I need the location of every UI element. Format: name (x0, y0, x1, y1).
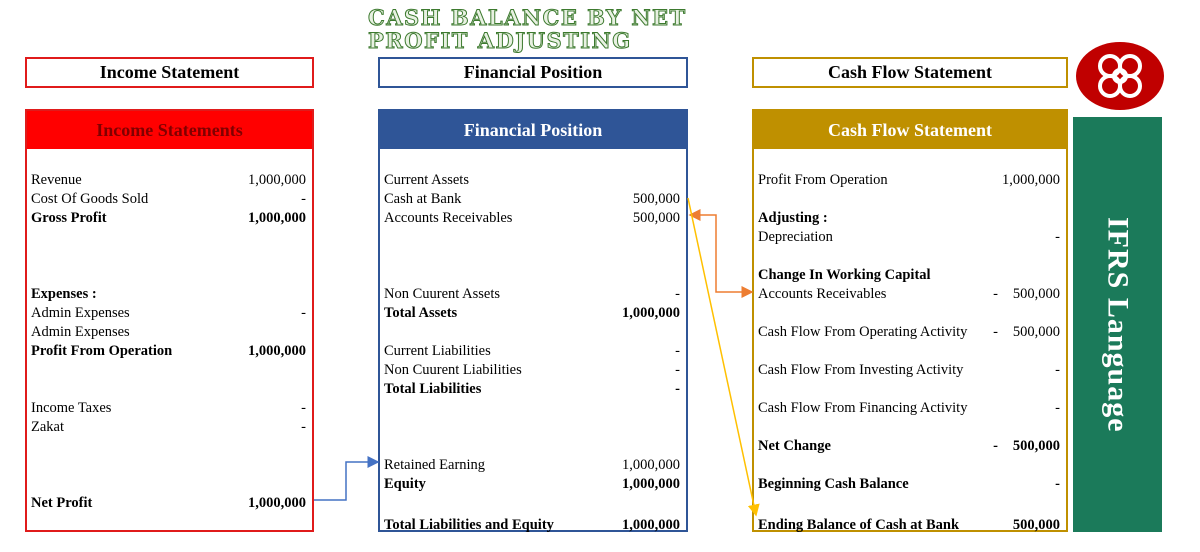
income-row (31, 323, 306, 341)
row-value: 500,000 (1012, 324, 1060, 340)
financial-position-panel (378, 109, 688, 532)
cash-flow-row (758, 228, 1060, 246)
row-label: Zakat (31, 419, 65, 435)
income-row (31, 494, 306, 512)
row-value: 1,000,000 (248, 495, 306, 511)
row-value: 1,000,000 (622, 305, 680, 321)
row-value: 500,000 (1012, 286, 1060, 302)
row-label: Cash Flow From Investing Activity (758, 362, 964, 378)
cash-flow-row (758, 475, 1060, 493)
row-value: 500,000 (632, 210, 680, 226)
financial-row (384, 342, 680, 360)
row-label: Accounts Receivables (384, 210, 513, 226)
income-row (31, 342, 306, 360)
row-label: Beginning Cash Balance (758, 476, 909, 492)
cash-flow-row (758, 266, 1060, 284)
row-label: Total Liabilities (384, 381, 482, 397)
ifrs-language-text: IFRS Language (1101, 216, 1135, 433)
financial-row (384, 361, 680, 379)
financial-position-title: Financial Position (380, 111, 686, 149)
interlocking-rings-logo-icon (1074, 40, 1166, 112)
row-sign: - (993, 286, 998, 302)
financial-row (384, 456, 680, 474)
income-row (31, 171, 306, 189)
row-value: 1,000,000 (1002, 172, 1060, 188)
row-label: Cost Of Goods Sold (31, 191, 149, 207)
row-label: Current Liabilities (384, 343, 491, 359)
row-label: Expenses : (31, 286, 97, 302)
income-row (31, 399, 306, 417)
page-title-line-2: PROFIT ADJUSTING (368, 28, 632, 53)
income-row (31, 209, 306, 227)
page-title (368, 6, 708, 52)
row-label: Gross Profit (31, 210, 107, 226)
income-statement-header: Income Statement (25, 57, 314, 88)
row-value: - (675, 286, 680, 302)
cash-flow-title: Cash Flow Statement (754, 111, 1066, 149)
row-value: 500,000 (1012, 438, 1060, 454)
row-label: Net Change (758, 438, 831, 454)
row-value: 1,000,000 (248, 210, 306, 226)
row-value: - (675, 343, 680, 359)
row-label: Total Assets (384, 305, 458, 321)
net-profit-to-retained-earning-arrow (314, 462, 378, 500)
row-value: - (675, 362, 680, 378)
row-label: Revenue (31, 172, 82, 188)
financial-row (384, 285, 680, 303)
row-label: Current Assets (384, 172, 469, 188)
row-value: 1,000,000 (248, 343, 306, 359)
financial-row (384, 516, 680, 534)
row-label: Adjusting : (758, 210, 828, 226)
row-value: 1,000,000 (622, 476, 680, 492)
row-label: Cash at Bank (384, 191, 462, 207)
cash-flow-row (758, 171, 1060, 189)
ifrs-language-banner (1073, 117, 1162, 532)
row-value: 1,000,000 (248, 172, 306, 188)
row-value: - (301, 305, 306, 321)
financial-row (384, 475, 680, 493)
cash-flow-panel (752, 109, 1068, 532)
row-value: - (301, 400, 306, 416)
cash-flow-row (758, 209, 1060, 227)
row-value: - (1055, 476, 1060, 492)
row-value: 1,000,000 (622, 457, 680, 473)
row-label: Equity (384, 476, 426, 492)
row-label: Cash Flow From Financing Activity (758, 400, 968, 416)
row-label: Depreciation (758, 229, 833, 245)
cash-flow-row (758, 399, 1060, 417)
row-value: - (301, 191, 306, 207)
row-label: Total Liabilities and Equity (384, 517, 554, 533)
cash-flow-header: Cash Flow Statement (752, 57, 1068, 88)
financial-position-header: Financial Position (378, 57, 688, 88)
row-label: Cash Flow From Operating Activity (758, 324, 968, 340)
row-value: 500,000 (1012, 517, 1060, 533)
income-statement-title: Income Statements (27, 111, 312, 149)
row-label: Accounts Receivables (758, 286, 887, 302)
cash-flow-row (758, 361, 1060, 379)
financial-row (384, 209, 680, 227)
row-value: - (1055, 362, 1060, 378)
income-row (31, 418, 306, 436)
page-title-line-1: CASH BALANCE BY NET (368, 5, 687, 30)
receivables-to-working-capital-arrow (690, 215, 752, 292)
cash-flow-row (758, 516, 1060, 534)
cash-flow-row (758, 285, 1060, 303)
row-value: - (675, 381, 680, 397)
row-label: Ending Balance of Cash at Bank (758, 517, 960, 533)
income-row (31, 285, 306, 303)
row-sign: - (993, 324, 998, 340)
financial-row (384, 171, 680, 189)
cash-flow-row (758, 323, 1060, 341)
row-value: 500,000 (632, 191, 680, 207)
row-label: Income Taxes (31, 400, 112, 416)
financial-row (384, 190, 680, 208)
row-value: - (1055, 400, 1060, 416)
row-sign: - (993, 438, 998, 454)
cash-flow-row (758, 437, 1060, 455)
income-statement-panel (25, 109, 314, 532)
row-label: Non Cuurent Assets (384, 286, 500, 302)
row-value: - (301, 419, 306, 435)
row-label: Non Cuurent Liabilities (384, 362, 522, 378)
row-label: Profit From Operation (758, 172, 888, 188)
financial-row (384, 380, 680, 398)
row-label: Change In Working Capital (758, 267, 931, 283)
row-label: Admin Expenses (31, 324, 130, 340)
row-label: Profit From Operation (31, 343, 173, 359)
row-label: Retained Earning (384, 457, 486, 473)
financial-row (384, 304, 680, 322)
income-row (31, 190, 306, 208)
cash-at-bank-to-ending-balance-arrow (688, 198, 756, 515)
row-value: 1,000,000 (622, 517, 680, 533)
row-label: Admin Expenses (31, 305, 130, 321)
row-label: Net Profit (31, 495, 93, 511)
row-value: - (1055, 229, 1060, 245)
income-row (31, 304, 306, 322)
